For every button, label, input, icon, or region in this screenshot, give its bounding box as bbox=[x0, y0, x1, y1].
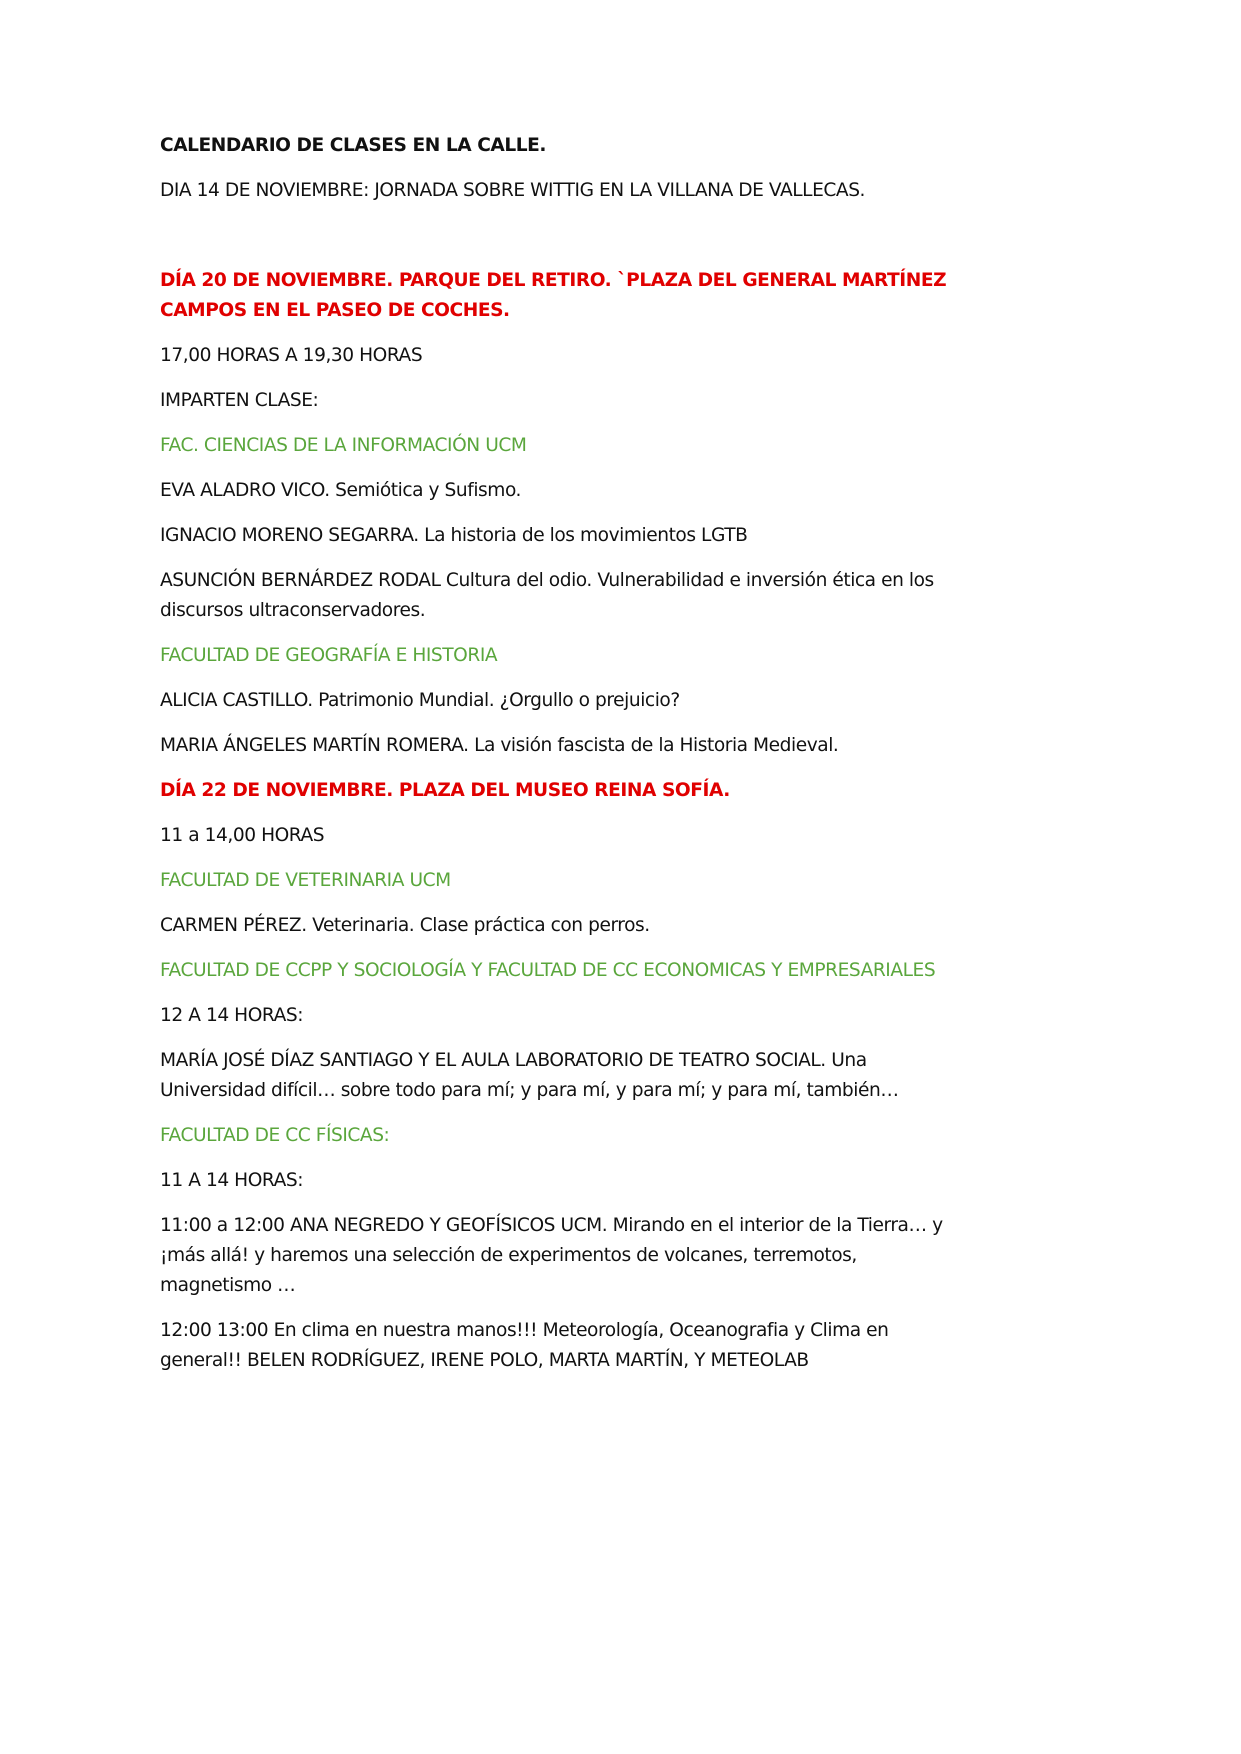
session-hours: 11 A 14 HORAS: bbox=[160, 1170, 304, 1191]
day22-heading: DÍA 22 DE NOVIEMBRE. PLAZA DEL MUSEO REINA SOFÍA. bbox=[160, 780, 730, 801]
imparten-label: IMPARTEN CLASE: bbox=[160, 390, 319, 411]
class-item: MARIA ÁNGELES MARTÍN ROMERA. La visión fascista de la Historia Medieval. bbox=[160, 735, 839, 756]
faculty-heading: FACULTAD DE GEOGRAFÍA E HISTORIA bbox=[160, 645, 498, 666]
class-item: 11:00 a 12:00 ANA NEGREDO Y GEOFÍSICOS UCM. Mirando en el interior de la Tierra… y ¡más allá! y haremos una selección de experimentos de volcanes, terremotos, magnetismo … bbox=[160, 1215, 943, 1296]
faculty-heading: FACULTAD DE CC FÍSICAS: bbox=[160, 1125, 390, 1146]
class-item: MARÍA JOSÉ DÍAZ SANTIAGO Y EL AULA LABORATORIO DE TEATRO SOCIAL. Una Universidad difícil… sobre todo para mí; y para mí, y para mí; y para mí, también… bbox=[160, 1050, 899, 1101]
faculty-heading: FACULTAD DE VETERINARIA UCM bbox=[160, 870, 451, 891]
class-item: ASUNCIÓN BERNÁRDEZ RODAL Cultura del odio. Vulnerabilidad e inversión ética en los discursos ultraconservadores. bbox=[160, 570, 934, 621]
class-item: IGNACIO MORENO SEGARRA. La historia de los movimientos LGTB bbox=[160, 525, 748, 546]
document-page bbox=[160, 131, 960, 1391]
class-item: CARMEN PÉREZ. Veterinaria. Clase práctica con perros. bbox=[160, 915, 650, 936]
day20-hours: 17,00 HORAS A 19,30 HORAS bbox=[160, 345, 423, 366]
faculty-heading: FACULTAD DE CCPP Y SOCIOLOGÍA Y FACULTAD DE CC ECONOMICAS Y EMPRESARIALES bbox=[160, 960, 936, 981]
class-item: 12:00 13:00 En clima en nuestra manos!!! Meteorología, Oceanografia y Clima en general!! BELEN RODRÍGUEZ, IRENE POLO, MARTA MARTÍN, Y METEOLAB bbox=[160, 1320, 889, 1371]
day20-heading: DÍA 20 DE NOVIEMBRE. PARQUE DEL RETIRO. `PLAZA DEL GENERAL MARTÍNEZ CAMPOS EN EL PASEO DE COCHES. bbox=[160, 270, 947, 321]
session-hours: 12 A 14 HORAS: bbox=[160, 1005, 304, 1026]
document-title: CALENDARIO DE CLASES EN LA CALLE. bbox=[160, 135, 547, 156]
class-item: ALICIA CASTILLO. Patrimonio Mundial. ¿Orgullo o prejuicio? bbox=[160, 690, 680, 711]
blank-line bbox=[160, 221, 960, 266]
intro-line: DIA 14 DE NOVIEMBRE: JORNADA SOBRE WITTIG EN LA VILLANA DE VALLECAS. bbox=[160, 180, 866, 201]
faculty-heading: FAC. CIENCIAS DE LA INFORMACIÓN UCM bbox=[160, 435, 527, 456]
class-item: EVA ALADRO VICO. Semiótica y Sufismo. bbox=[160, 480, 522, 501]
day22-hours: 11 a 14,00 HORAS bbox=[160, 825, 325, 846]
